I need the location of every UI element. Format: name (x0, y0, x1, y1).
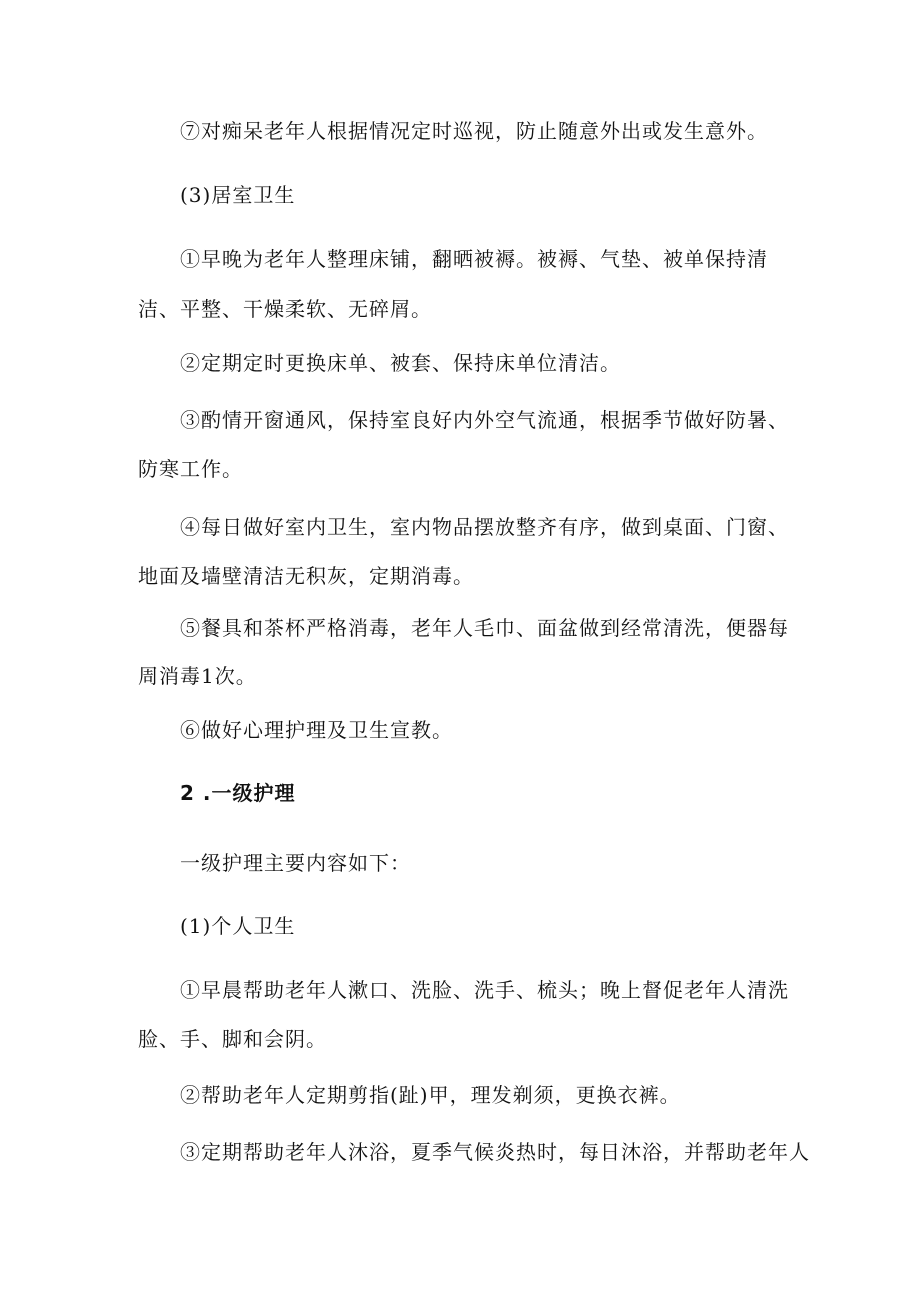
paragraph-item-3-ventilation-line2: 防寒工作。 (138, 457, 243, 481)
paragraph-item-2-change-sheets: ②定期定时更换床单、被套、保持床单位清洁。 (180, 351, 621, 375)
paragraph-item-5-disinfection-line1: ⑤餐具和茶杯严格消毒，老年人毛巾、面盆做到经常清洗，便器每 (180, 616, 789, 640)
subsection-heading-room-hygiene: (3)居室卫生 (180, 183, 296, 207)
paragraph-item-1-bedding-line2: 洁、平整、干燥柔软、无碎屑。 (138, 297, 432, 321)
paragraph-item-3-bathing-line1: ③定期帮助老年人沐浴，夏季气候炎热时，每日沐浴，并帮助老年人 (180, 1140, 810, 1164)
section-heading-first-level-care: 2 .一级护理 (180, 781, 296, 805)
paragraph-item-4-room-cleaning-line2: 地面及墙壁清洁无积灰，定期消毒。 (138, 564, 474, 588)
intro-first-level-care: 一级护理主要内容如下： (180, 851, 411, 875)
paragraph-item-2-nails-hair: ②帮助老年人定期剪指(趾)甲，理发剃须，更换衣裤。 (180, 1083, 681, 1107)
paragraph-item-3-ventilation-line1: ③酌情开窗通风，保持室良好内外空气流通，根据季节做好防暑、 (180, 408, 789, 432)
paragraph-item-7-dementia-patrol: ⑦对痴呆老年人根据情况定时巡视，防止随意外出或发生意外。 (180, 119, 768, 143)
paragraph-item-6-psychological-care: ⑥做好心理护理及卫生宣教。 (180, 718, 453, 742)
paragraph-item-5-disinfection-line2: 周消毒1次。 (138, 664, 257, 688)
paragraph-item-4-room-cleaning-line1: ④每日做好室内卫生，室内物品摆放整齐有序，做到桌面、门窗、 (180, 515, 789, 539)
paragraph-item-1-bedding-line1: ①早晚为老年人整理床铺，翻晒被褥。被褥、气垫、被单保持清 (180, 247, 768, 271)
paragraph-item-1-morning-care-line1: ①早晨帮助老年人漱口、洗脸、洗手、梳头；晚上督促老年人清洗 (180, 978, 789, 1002)
subsection-heading-personal-hygiene: (1)个人卫生 (180, 914, 296, 938)
paragraph-item-1-morning-care-line2: 脸、手、脚和会阴。 (138, 1027, 327, 1051)
